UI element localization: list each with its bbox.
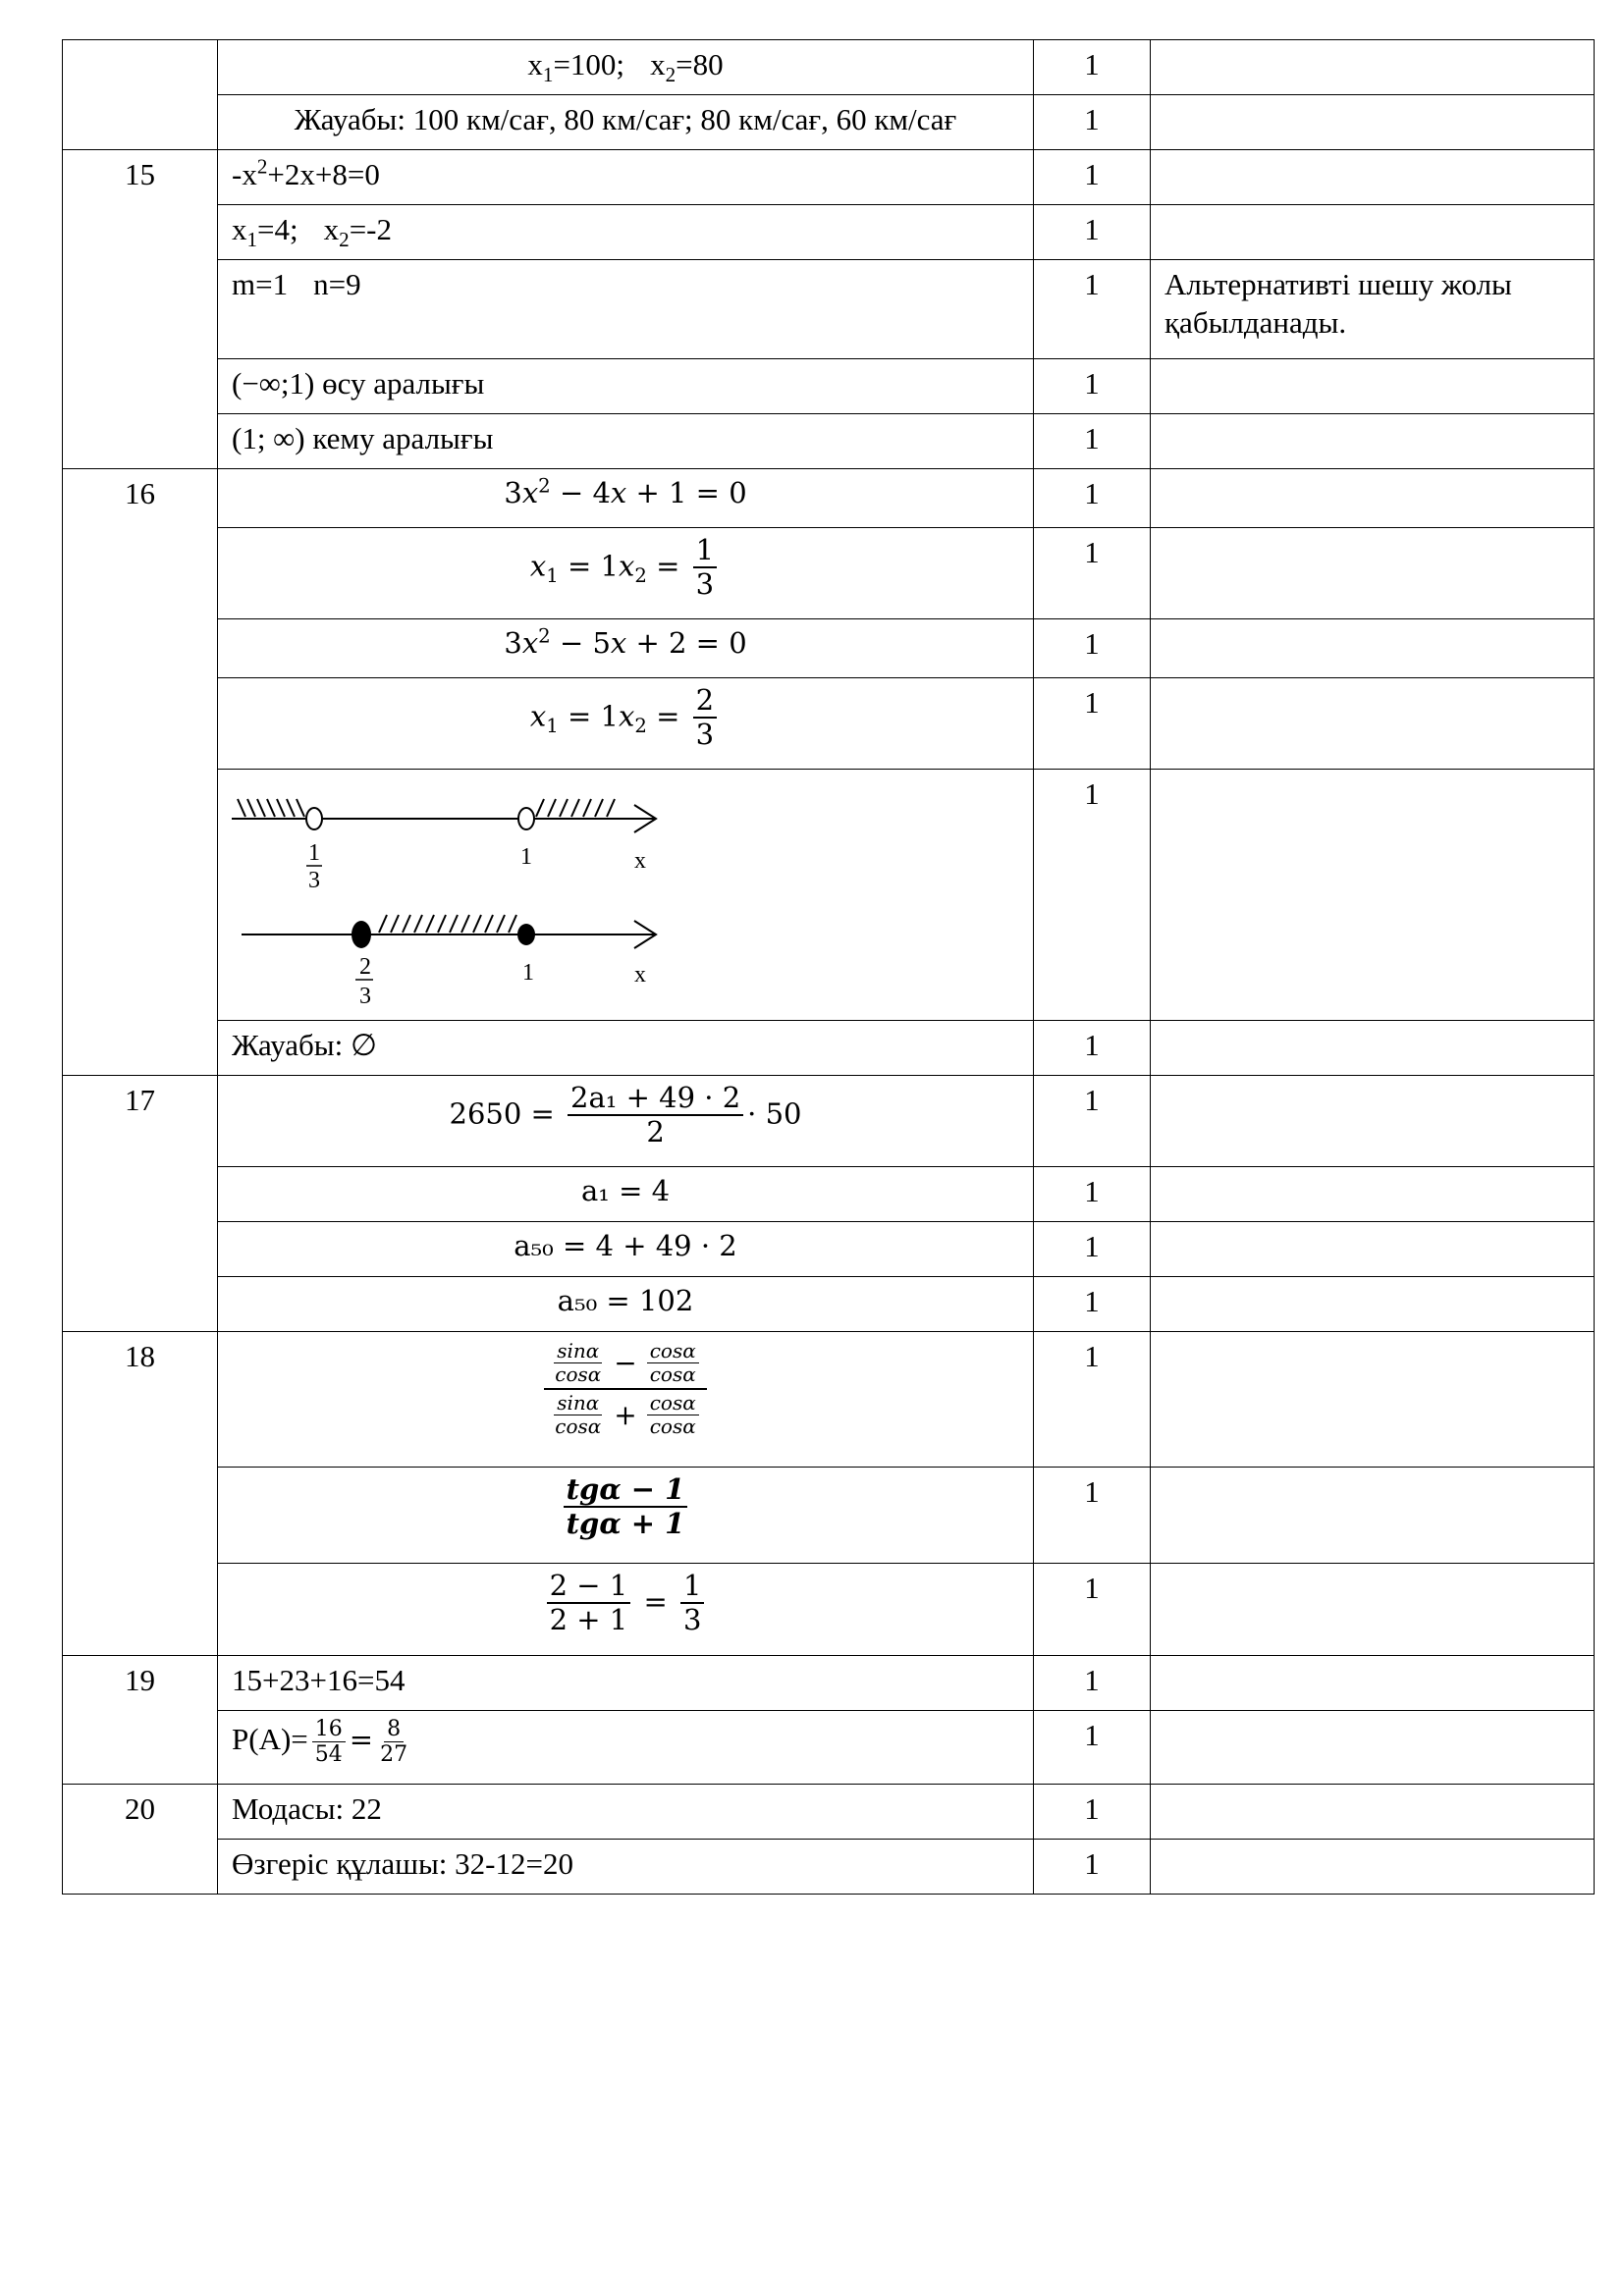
filled-point-icon xyxy=(352,921,371,948)
fraction-denominator: 3 xyxy=(695,567,715,602)
number-line-diagram xyxy=(232,781,683,1007)
table-row xyxy=(63,1277,1595,1332)
solution-step: 15+23+16=54 xyxy=(218,1656,1034,1711)
table-row xyxy=(63,1785,1595,1840)
table-row xyxy=(63,1021,1595,1076)
note-cell xyxy=(1151,95,1595,150)
table-row xyxy=(63,1711,1595,1785)
equation: $x_1 = 1x_2$ = $\frac{2}{3}$ xyxy=(218,678,1034,770)
task-number: 15 xyxy=(63,150,218,469)
equation: a₁ = 4 xyxy=(218,1167,1034,1222)
axis-label: x xyxy=(634,848,646,874)
number-line-graphs xyxy=(218,770,1034,1021)
table-row xyxy=(63,1332,1595,1468)
points-cell: 1 xyxy=(1034,95,1151,150)
note-cell xyxy=(1151,1277,1595,1332)
task-number: 16 xyxy=(63,469,218,1076)
equation: 2650 = $\frac{\text{2a₁ + 49 · 2}}{2}$ · 50 xyxy=(218,1076,1034,1167)
points-cell: 1 xyxy=(1034,205,1151,260)
task-number: 19 xyxy=(63,1656,218,1785)
points-cell: 1 xyxy=(1034,1656,1151,1711)
fraction-numerator: 2a₁ + 49 · 2 xyxy=(568,1082,743,1116)
tick-label: 1 xyxy=(520,844,532,870)
note-cell xyxy=(1151,528,1595,619)
fraction-numerator: 1 xyxy=(693,534,717,568)
solution-step: P(A)= $\frac{16}{54}$ = $\frac{8}{27}$ xyxy=(218,1711,1034,1785)
fraction-numerator: 2 xyxy=(693,684,717,719)
task-number: 20 xyxy=(63,1785,218,1895)
solution-step: $x_1=100$; $x_2=80$ xyxy=(218,40,1034,95)
points-cell: 1 xyxy=(1034,1468,1151,1564)
points-cell: 1 xyxy=(1034,260,1151,359)
points-cell: 1 xyxy=(1034,1840,1151,1895)
points-cell: 1 xyxy=(1034,1076,1151,1167)
table-row xyxy=(63,95,1595,150)
note-cell xyxy=(1151,359,1595,414)
solution-step: m=1 n=9 xyxy=(218,260,1034,359)
tick-label-numerator: 1 xyxy=(308,840,320,866)
equation: $x_1 = 1x_2$ = $\frac{1}{3}$ xyxy=(218,528,1034,619)
open-point-icon xyxy=(518,808,534,829)
table-row xyxy=(63,1167,1595,1222)
points-cell: 1 xyxy=(1034,40,1151,95)
task-number: 17 xyxy=(63,1076,218,1332)
equation: $\frac{2 - 1}{2 + 1}$ = $\frac{1}{3}$ xyxy=(218,1564,1034,1656)
equation: $3x^2 - 5x + 2 = 0$ xyxy=(218,619,1034,678)
note-cell xyxy=(1151,1332,1595,1468)
table-row xyxy=(63,414,1595,469)
note-cell xyxy=(1151,1468,1595,1564)
note-cell xyxy=(1151,1711,1595,1785)
table-row xyxy=(63,359,1595,414)
note-cell xyxy=(1151,469,1595,528)
hatching-middle xyxy=(379,915,516,933)
table-row xyxy=(63,619,1595,678)
hatching-right xyxy=(536,799,615,817)
filled-point-icon xyxy=(517,924,535,945)
points-cell: 1 xyxy=(1034,1332,1151,1468)
points-cell: 1 xyxy=(1034,1785,1151,1840)
table-row xyxy=(63,1076,1595,1167)
table-row xyxy=(63,260,1595,359)
points-cell: 1 xyxy=(1034,150,1151,205)
table-row xyxy=(63,770,1595,1021)
compound-fraction: $\frac{\sin\alpha}{\cos\alpha}$ − $\frac{\cos\alpha}{\cos\alpha}$ $\frac{\sin\alpha}{\cos\alpha}$ + $\frac{\cos\alpha}{\cos\alpha}$ xyxy=(544,1338,707,1440)
points-cell: 1 xyxy=(1034,528,1151,619)
note-cell xyxy=(1151,205,1595,260)
table-row xyxy=(63,150,1595,205)
note-cell: Альтернативті шешу жолы қабылданады. xyxy=(1151,260,1595,359)
table-row xyxy=(63,1564,1595,1656)
open-point-icon xyxy=(306,808,322,829)
note-cell xyxy=(1151,1785,1595,1840)
tick-label-numerator: 2 xyxy=(359,954,371,980)
fraction-denominator: 3 xyxy=(682,1603,702,1637)
points-cell: 1 xyxy=(1034,1021,1151,1076)
answer-text: Жауабы: 100 км/сағ, 80 км/сағ; 80 км/сағ, 60 км/сағ xyxy=(218,95,1034,150)
note-cell xyxy=(1151,414,1595,469)
points-cell: 1 xyxy=(1034,1711,1151,1785)
equation: $3x^2 - 4x + 1 = 0$ xyxy=(218,469,1034,528)
table-row xyxy=(63,528,1595,619)
points-cell: 1 xyxy=(1034,1564,1151,1656)
table-row xyxy=(63,1840,1595,1895)
solution-step: Өзгеріс құлашы: 32-12=20 xyxy=(218,1840,1034,1895)
tick-label: 1 xyxy=(522,960,534,986)
points-cell: 1 xyxy=(1034,1277,1151,1332)
tick-label-denominator: 3 xyxy=(359,984,371,1007)
note-cell xyxy=(1151,1167,1595,1222)
points-cell: 1 xyxy=(1034,1167,1151,1222)
note-cell xyxy=(1151,619,1595,678)
points-cell: 1 xyxy=(1034,1222,1151,1277)
fraction-numerator: 2 − 1 xyxy=(547,1570,631,1604)
solution-step: $-x^2+2x+8=0$ xyxy=(218,150,1034,205)
note-cell xyxy=(1151,1021,1595,1076)
equation xyxy=(218,1332,1034,1468)
note-cell xyxy=(1151,1564,1595,1656)
fraction-denominator: 3 xyxy=(695,718,715,752)
solution-step: Модасы: 22 xyxy=(218,1785,1034,1840)
note-cell xyxy=(1151,1222,1595,1277)
table-row xyxy=(63,1468,1595,1564)
answer-text: Жауабы: ∅ xyxy=(218,1021,1034,1076)
fraction-denominator: 2 xyxy=(646,1115,665,1149)
equation xyxy=(218,1468,1034,1564)
fraction-denominator: 2 + 1 xyxy=(549,1603,628,1637)
points-cell: 1 xyxy=(1034,359,1151,414)
table-row xyxy=(63,40,1595,95)
points-cell: 1 xyxy=(1034,770,1151,1021)
note-cell xyxy=(1151,150,1595,205)
task-number: 18 xyxy=(63,1332,218,1656)
equation: a₅₀ = 102 xyxy=(218,1277,1034,1332)
axis-label: x xyxy=(634,962,646,988)
solution-step: (−∞;1) өсу аралығы xyxy=(218,359,1034,414)
fraction-numerator: tgα − 1 xyxy=(564,1473,688,1508)
table-row xyxy=(63,205,1595,260)
note-cell xyxy=(1151,1656,1595,1711)
table-row xyxy=(63,1222,1595,1277)
points-cell: 1 xyxy=(1034,678,1151,770)
points-cell: 1 xyxy=(1034,619,1151,678)
fraction-denominator: tgα + 1 xyxy=(566,1507,685,1541)
table-row xyxy=(63,678,1595,770)
solution-step: (1; ∞) кему аралығы xyxy=(218,414,1034,469)
points-cell: 1 xyxy=(1034,414,1151,469)
table-row xyxy=(63,1656,1595,1711)
equation: a₅₀ = 4 + 49 · 2 xyxy=(218,1222,1034,1277)
table-row xyxy=(63,469,1595,528)
grading-table xyxy=(62,39,1595,1895)
note-cell xyxy=(1151,678,1595,770)
note-cell xyxy=(1151,40,1595,95)
note-cell xyxy=(1151,1840,1595,1895)
fraction-numerator: 1 xyxy=(680,1570,704,1604)
tick-label-denominator: 3 xyxy=(308,868,320,893)
task-number-cell xyxy=(63,40,218,150)
points-cell: 1 xyxy=(1034,469,1151,528)
hatching-left xyxy=(238,799,304,817)
note-cell xyxy=(1151,770,1595,1021)
solution-step: $x_1=4$; $x_2=-2$ xyxy=(218,205,1034,260)
note-cell xyxy=(1151,1076,1595,1167)
